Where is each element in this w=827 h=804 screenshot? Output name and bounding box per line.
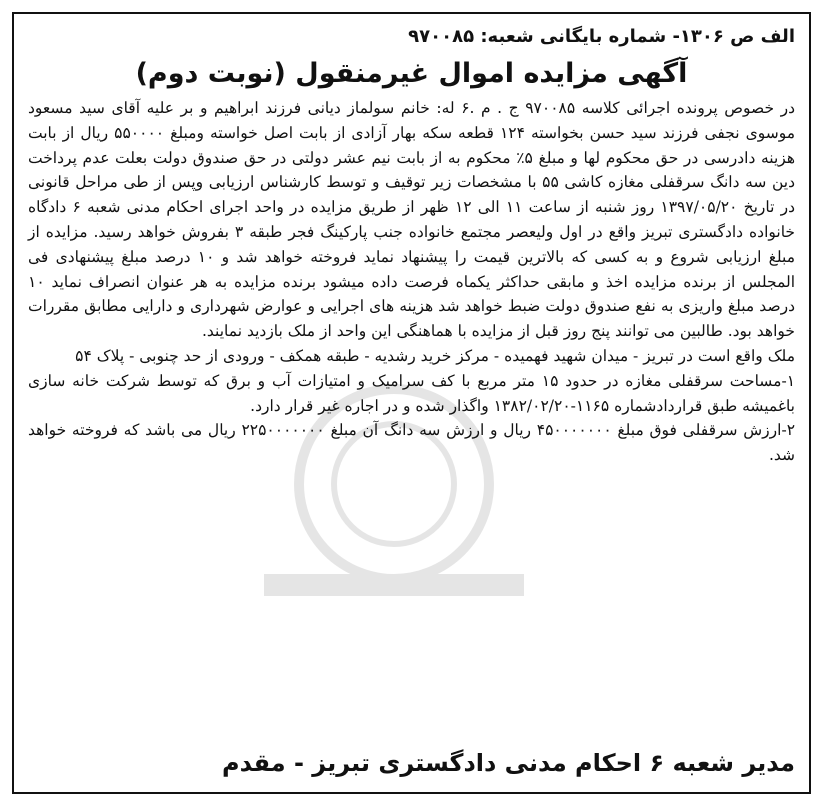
- auction-details-paragraph: در خصوص پرونده اجرائی کلاسه ۹۷۰۰۸۵ ج . م .۶ له: خانم سولماز دیانی فرزند ابراهیم و بر علیه آقای سید مسعود موسوی نجفی فرزند سید حسن بخواسته ۱۲۴ قطعه سکه بهار آزادی از بابت اصل خواسته ومبلغ ۵۵۰۰۰۰ ریال از بابت هزینه دادرسی در حق محکوم لها و مبلغ ۵٪ محکوم به از بابت نیم عشر دولتی در حق صندوق دولت بعلت عدم پرداخت دین سه دانگ سرقفلی مغازه کاشی ۵۵ با مشخصات زیر توقیف و توسط کارشناس ارزیابی وپس از طی مراحل قانونی در تاریخ ۱۳۹۷/۰۵/۲۰ روز شنبه از ساعت ۱۱ الی ۱۲ ظهر از طریق مزایده در واحد اجرای احکام مدنی شعبه ۶ دادگاه خانواده دادگستری تبریز واقع در اول ولیعصر مجتمع خانواده جنب پارکینگ فجر طبقه ۳ بفروش خواهد رسید. مزایده از مبلغ ارزیابی شروع و به کسی که بالاترین قیمت را پیشنهاد نماید فروخته خواهد شد و ۱۰ درصد مبلغ پیشنهادی فی المجلس از برنده مزایده اخذ و مابقی حداکثر یکماه فرصت داده میشود برنده مزایده به هر عنوان انصراف نماید ۱۰ درصد مبلغ واریزی به نفع صندوق دولت ضبط خواهد شد هزینه های اجرایی و عوارض شهرداری و دارایی مطابق مقررات خواهد بود. طالبین می توانند پنج روز قبل از مزایده با هماهنگی این واحد از ملک بازدید نمایند.: [28, 99, 796, 341]
- archive-number-line: الف ص ۱۳۰۶- شماره بایگانی شعبه: ۹۷۰۰۸۵: [408, 26, 795, 47]
- signature-line: مدیر شعبه ۶ احکام مدنی دادگستری تبریز - مقدم: [222, 749, 795, 777]
- property-area-paragraph: ۱-مساحت سرقفلی مغازه در حدود ۱۵ متر مربع با کف سرامیک و امتیازات آب و برق که توسط شرکت خانه سازی باغمیشه طبق قراردادشماره ۱۱۶۵-۱۳۸۲/۰۲/۲۰ واگذار شده و در اجاره غیر قرار دارد.: [28, 371, 796, 415]
- property-value-paragraph: ۲-ارزش سرقفلی فوق مبلغ ۴۵۰۰۰۰۰۰۰ ریال و ارزش سه دانگ آن مبلغ ۲۲۵۰۰۰۰۰۰۰ ریال می باشد که فروخته خواهد شد.: [28, 421, 796, 465]
- notice-title: آگهی مزایده اموال غیرمنقول (نوبت دوم): [135, 58, 688, 89]
- property-location-paragraph: ملک واقع است در تبریز - میدان شهید فهمیده - مرکز خرید رشدیه - طبقه همکف - ورودی از حد چنوبی - پلاک ۵۴: [75, 346, 795, 365]
- notice-document: [28, 24, 795, 782]
- notice-frame: [12, 12, 811, 794]
